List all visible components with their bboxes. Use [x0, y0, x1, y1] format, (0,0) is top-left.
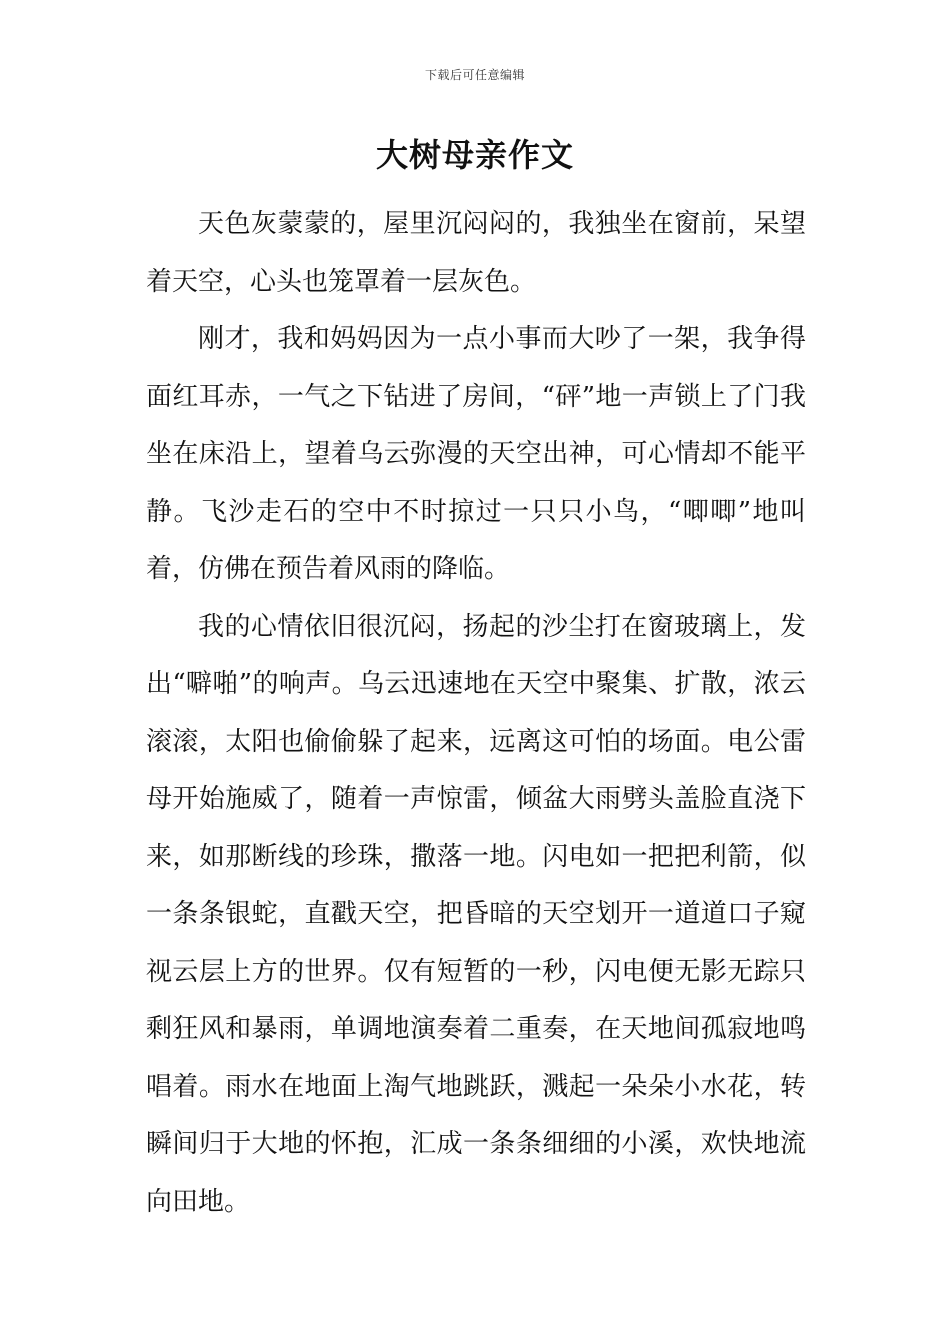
header-note: 下载后可任意编辑 [424, 68, 525, 82]
paragraph: 刚才，我和妈妈因为一点小事而大吵了一架，我争得面红耳赤，一气之下钻进了房间，“砰”地一声锁上了门我坐在床沿上，望着乌云弥漫的天空出神，可心情却不能平静。飞沙走石的空中不时掠过一只只小鸟，“唧唧”地叫着，仿佛在预告着风雨的降临。 [146, 324, 806, 584]
paragraph: 天色灰蒙蒙的，屋里沉闷闷的，我独坐在窗前，呆望着天空，心头也笼罩着一层灰色。 [146, 209, 806, 297]
document-title: 大树母亲作文 [375, 136, 574, 174]
paragraph: 我的心情依旧很沉闷，扬起的沙尘打在窗玻璃上，发出“噼啪”的响声。乌云迅速地在天空中聚集、扩散，浓云滚滚，太阳也偷偷躲了起来，远离这可怕的场面。电公雷母开始施威了，随着一声惊雷，倾盆大雨劈头盖脸直浇下来，如那断线的珍珠，撒落一地。闪电如一把把利箭，似一条条银蛇，直戳天空，把昏暗的天空划开一道道口子窥视云层上方的世界。仅有短暂的一秒，闪电便无影无踪只剩狂风和暴雨，单调地演奏着二重奏，在天地间孤寂地鸣唱着。雨水在地面上淘气地跳跃，溅起一朵朵小水花，转瞬间归于大地的怀抱，汇成一条条细细的小溪，欢快地流向田地。 [146, 611, 806, 1217]
document-body [146, 196, 806, 1231]
